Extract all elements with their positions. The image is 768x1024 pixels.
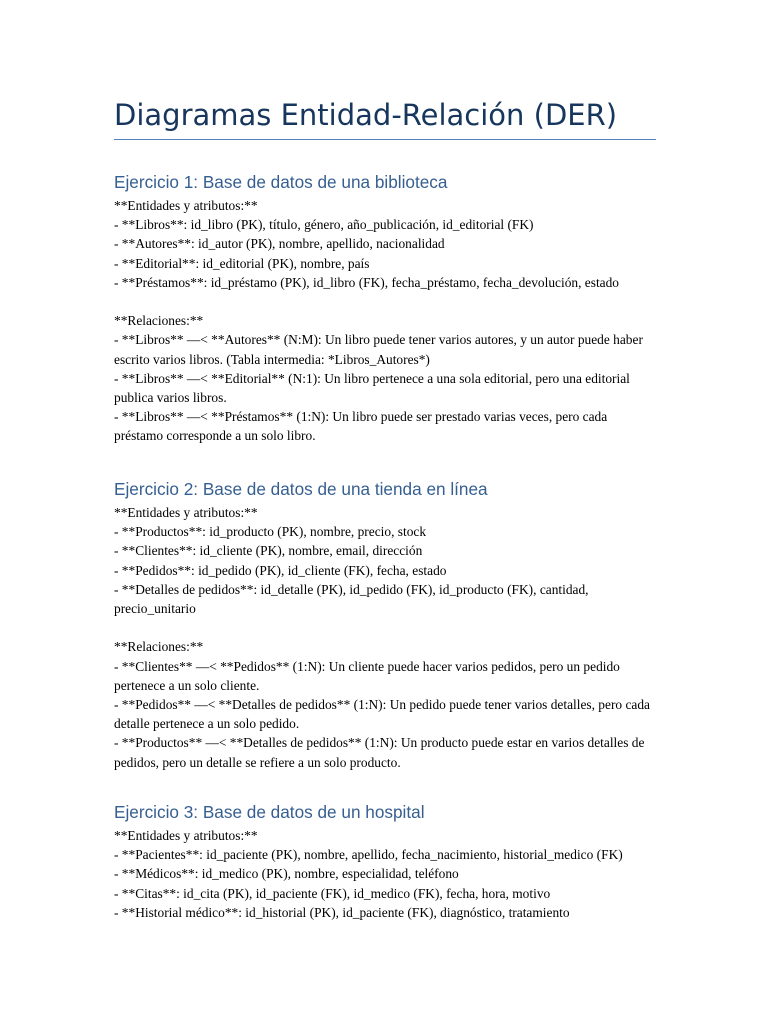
entities-header: **Entidades y atributos:** bbox=[114, 505, 258, 520]
entity-item: - **Clientes**: id_cliente (PK), nombre, email, dirección bbox=[114, 543, 423, 559]
exercise-2-section bbox=[114, 478, 656, 772]
entity-item: - **Historial médico**: id_historial (PK), id_paciente (FK), diagnóstico, tratamiento bbox=[114, 904, 570, 920]
paragraph-gap bbox=[114, 292, 656, 311]
exercise-2-heading: Ejercicio 2: Base de datos de una tienda en línea bbox=[114, 479, 488, 499]
relation-item: - **Libros** —< **Editorial** (N:1): Un libro pertenece a una sola editorial, pero una editorial publica varios libros. bbox=[114, 370, 630, 406]
relations-header: **Relaciones:** bbox=[114, 639, 204, 655]
relation-item: - **Clientes** —< **Pedidos** (1:N): Un cliente puede hacer varios pedidos, pero un pedido pertenece a un solo cliente. bbox=[114, 658, 620, 693]
paragraph-gap bbox=[114, 618, 656, 637]
title-underline bbox=[114, 139, 656, 140]
entity-item: - **Pedidos**: id_pedido (PK), id_cliente (FK), fecha, estado bbox=[114, 562, 447, 578]
entity-item: - **Citas**: id_cita (PK), id_paciente (FK), id_medico (FK), fecha, hora, motivo bbox=[114, 885, 551, 901]
entities-header: **Entidades y atributos:** bbox=[114, 828, 258, 843]
exercise-1-section bbox=[114, 171, 656, 446]
exercise-3-section bbox=[114, 801, 656, 922]
entities-header: **Entidades y atributos:** bbox=[114, 198, 258, 213]
entity-item: - **Pacientes**: id_paciente (PK), nombre, apellido, fecha_nacimiento, historial_medico (FK) bbox=[114, 847, 623, 863]
entity-item: - **Préstamos**: id_préstamo (PK), id_libro (FK), fecha_préstamo, fecha_devolución, estado bbox=[114, 274, 619, 290]
relation-item: - **Productos** —< **Detalles de pedidos** (1:N): Un producto puede estar en varios detalles de pedidos, pero un detalle se refiere a un solo producto. bbox=[114, 735, 645, 770]
relation-item: - **Pedidos** —< **Detalles de pedidos** (1:N): Un pedido puede tener varios detalles, pero cada detalle pertenece a un solo pedido. bbox=[114, 697, 650, 732]
exercise-1-heading: Ejercicio 1: Base de datos de una biblioteca bbox=[114, 172, 448, 192]
relation-item: - **Libros** —< **Préstamos** (1:N): Un libro puede ser prestado varias veces, pero cada préstamo corresponde a un solo libro. bbox=[114, 409, 608, 444]
entity-item: - **Libros**: id_libro (PK), título, género, año_publicación, id_editorial (FK) bbox=[114, 217, 534, 233]
entity-item: - **Productos**: id_producto (PK), nombre, precio, stock bbox=[114, 524, 427, 540]
relation-item: - **Libros** —< **Autores** (N:M): Un libro puede tener varios autores, y un autor puede haber escrito varios libros. (Tabla intermedia: *Libros_Autores*) bbox=[114, 332, 643, 367]
relations-header: **Relaciones:** bbox=[114, 313, 204, 329]
entity-item: - **Editorial**: id_editorial (PK), nombre, país bbox=[114, 255, 370, 271]
entity-item: - **Detalles de pedidos**: id_detalle (PK), id_pedido (FK), id_producto (FK), cantidad, precio_unitario bbox=[114, 581, 589, 617]
entity-item: - **Médicos**: id_medico (PK), nombre, especialidad, teléfono bbox=[114, 866, 459, 882]
exercise-3-heading: Ejercicio 3: Base de datos de un hospital bbox=[114, 802, 425, 822]
entity-item: - **Autores**: id_autor (PK), nombre, apellido, nacionalidad bbox=[114, 236, 445, 252]
page-title: Diagramas Entidad-Relación (DER) bbox=[114, 98, 618, 132]
